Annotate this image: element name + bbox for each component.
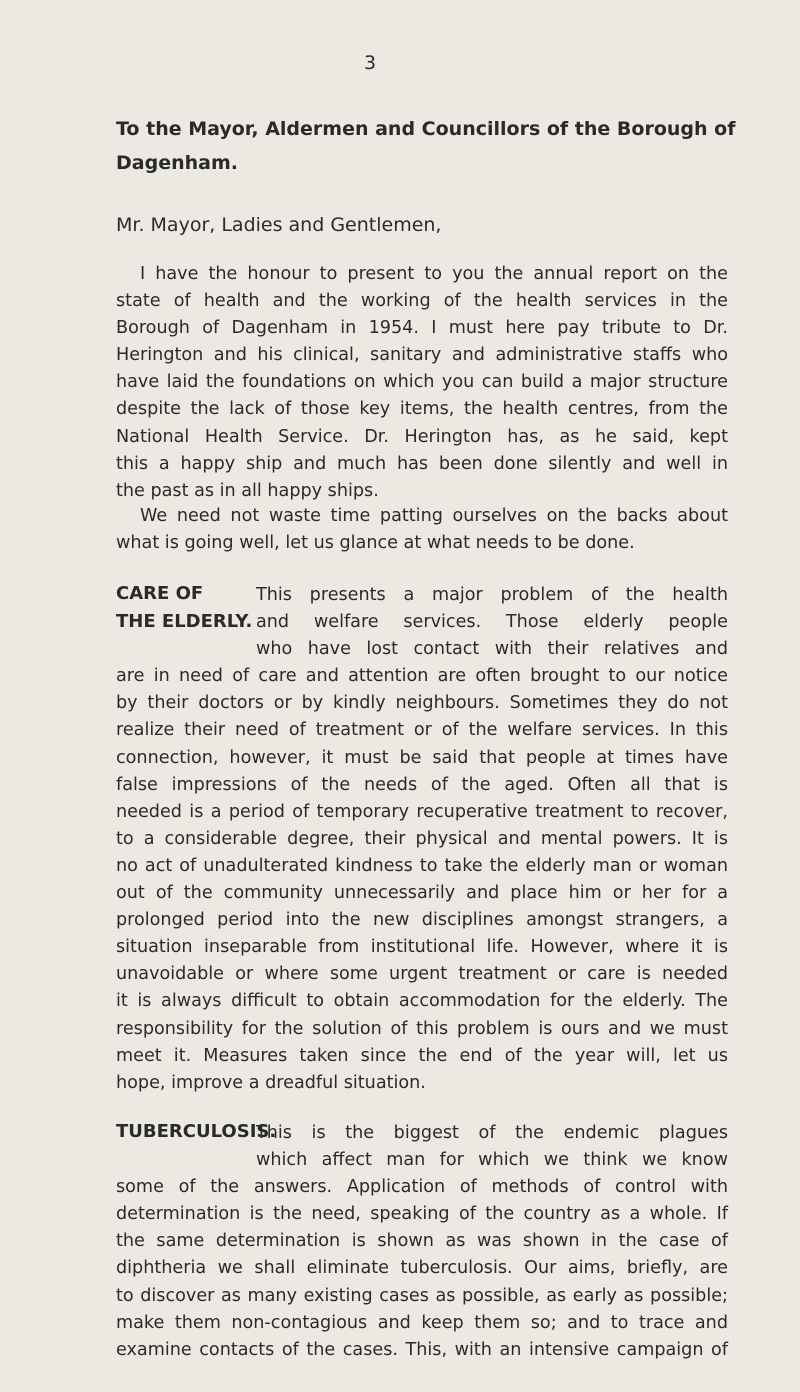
text-line: examine contacts of the cases. This, with an intensive campaign of [116,1339,728,1360]
text-line: out of the community unnecessarily and place him or her for a [116,883,728,904]
text-line: to discover as many existing cases as possible, as early as possible; [116,1285,728,1306]
heading-line: TUBERCULOSIS. [116,1121,277,1142]
text-line: hope, improve a dreadful situation. [116,1072,426,1093]
address-line-2: Dagenham. [116,152,238,174]
text-line: unavoidable or where some urgent treatment or care is needed [116,964,728,985]
text-line: to a considerable degree, their physical and mental powers. It is [116,828,728,849]
heading-line: CARE OF [116,583,204,604]
text-line: and welfare services. Those elderly people [256,612,728,633]
text-line: no act of unadulterated kindness to take the elderly man or woman [116,855,728,876]
text-line: diphtheria we shall eliminate tuberculosis. Our aims, briefly, are [116,1258,728,1279]
text-line: situation inseparable from institutional life. However, where it is [116,937,728,958]
text-line: have laid the foundations on which you can build a major structure [116,372,728,393]
heading-line: THE ELDERLY. [116,611,253,632]
text-line: connection, however, it must be said that people at times have [116,747,728,768]
text-line: are in need of care and attention are often brought to our notice [116,666,728,687]
paragraph-care-of-elderly [116,582,728,1097]
text-line: some of the answers. Application of methods of control with [116,1177,728,1198]
page-number: 3 [364,52,377,74]
text-line: Herington and his clinical, sanitary and administrative staffs who [116,345,728,366]
text-line: prolonged period into the new disciplines amongst strangers, a [116,910,728,931]
text-line: meet it. Measures taken since the end of the year will, let us [116,1045,728,1066]
text-line: We need not waste time patting ourselves on the backs about [140,506,728,526]
text-line: This is the biggest of the endemic plagues [256,1123,728,1143]
text-line: by their doctors or by kindly neighbours. Sometimes they do not [116,693,728,714]
text-line: who have lost contact with their relatives and [256,639,728,660]
text-line: it is always difficult to obtain accommodation for the elderly. The [116,991,728,1012]
text-line: despite the lack of those key items, the health centres, from the [116,399,728,420]
text-line: determination is the need, speaking of the country as a whole. If [116,1204,728,1225]
address-heading [116,112,736,180]
text-line: state of health and the working of the health services in the [116,291,728,312]
text-line: what is going well, let us glance at what needs to be done. [116,533,635,554]
salutation: Mr. Mayor, Ladies and Gentlemen, [116,214,442,236]
text-line: National Health Service. Dr. Herington has, as he said, kept [116,426,728,447]
paragraph-intro [116,261,728,505]
text-line: I have the honour to present to you the annual report on the [140,264,728,284]
text-line: realize their need of treatment or of the welfare services. In this [116,720,728,741]
address-line-1: To the Mayor, Aldermen and Councillors of the Borough of [116,118,736,140]
text-line: which affect man for which we think we know [256,1150,728,1171]
text-line: the same determination is shown as was shown in the case of [116,1231,728,1252]
text-line: this a happy ship and much has been done silently and well in [116,453,728,474]
text-line: needed is a period of temporary recuperative treatment to recover, [116,801,728,822]
text-line: Borough of Dagenham in 1954. I must here pay tribute to Dr. [116,318,728,339]
text-line: the past as in all happy ships. [116,480,379,501]
paragraph-tuberculosis [116,1120,728,1364]
text-line: responsibility for the solution of this problem is ours and we must [116,1018,728,1039]
text-line: This presents a major problem of the health [256,585,728,605]
text-line: false impressions of the needs of the aged. Often all that is [116,774,728,795]
text-line: make them non-contagious and keep them so; and to trace and [116,1312,728,1333]
paragraph-glance [116,503,728,557]
